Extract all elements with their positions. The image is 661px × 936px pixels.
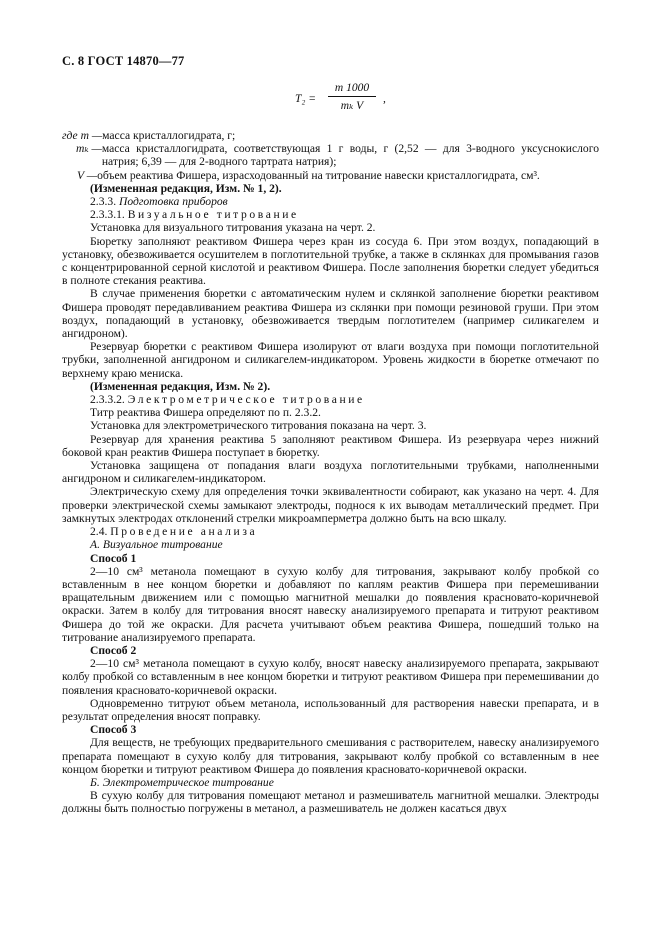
paragraph: Установка для электрометрического титрования показана на черт. 3. [90, 419, 427, 433]
formula-lhs: T₂ = [295, 93, 317, 105]
paragraph: В сухую колбу для титрования помещают метанол и размешиватель магнитной мешалки. Электроды должны быть полностью погружены в метанол, а размешиватель не должен касаться двух [62, 789, 599, 816]
paragraph: В случае применения бюретки с автоматическим нулем и склянкой заполнение бюретки реактивом Фишера проводят передавливанием реактива Фишера из склянки при помощи резиновой груши. При этом воздух, попадающий в установку, обезвоживается твердым поглотителем (например силикагелем и ангидроном). [62, 287, 599, 341]
formula-trail: , [383, 93, 386, 105]
paragraph: Б. Электрометрическое титрование [90, 775, 274, 789]
paragraph: Резервуар бюретки с реактивом Фишера изолируют от влаги воздуха при помощи поглотительной трубки, заполненной ангидроном и силикагелем-индикатором. Уровень жидкости в бюретке отмечают по верхнему краю мениска. [62, 340, 599, 380]
paragraph: Бюретку заполняют реактивом Фишера через кран из сосуда 6. При этом воздух, попадающий в установку, обезвоживается осушителем в поглотительной трубке, а также в склянках для промывания газов с концентрированной серной кислотой и реактивом Фишера. После заполнения бюретки следует убедиться в полноте стекания реактива. [62, 234, 599, 288]
formula-numerator: m 1000 [334, 82, 370, 94]
paragraph: Электрическую схему для определения точки эквивалентности собирают, как указано на черт. 4. Для проверки электрической схемы замыкают электроды, поднося к их выводам металлический предмет. При замкнутых электродах отклонений стрелки микроамперметра должно быть на всю шкалу. [62, 485, 599, 525]
def-m: где m — масса кристаллогидрата, г; [62, 129, 236, 142]
def-mk: mₖ — масса кристаллогидрата, соответствующая 1 г воды, г (2,52 — для 3-водного уксуснокислого натрия; 6,39 — для 2-водного тартрата натрия); [76, 142, 599, 169]
paragraph: Способ 2 [90, 643, 137, 657]
formula-fraction [328, 81, 376, 113]
paragraph: Титр реактива Фишера определяют по п. 2.3.2. [90, 406, 321, 420]
paragraph: Для веществ, не требующих предварительного смешивания с растворителем, навеску анализируемого препарата помещают в сухую колбу для титрования, закрывают колбу пробкой со вставленным в нее концом бюретки и титруют реактивом Фишера до появления красновато-коричневой окраски. [62, 736, 599, 776]
paragraph: 2.3.3.1. Визуальное титрование [90, 208, 299, 222]
paragraph: Установка для визуального титрования указана на черт. 2. [90, 221, 376, 235]
paragraph: Способ 1 [90, 551, 137, 565]
variable-definitions [62, 129, 599, 182]
paragraph: 2—10 см³ метанола помещают в сухую колбу для титрования, закрывают колбу пробкой со вставленным в нее концом бюретки и добавляют по каплям реактив Фишера при перемешивании вращательным движением или с помощью магнитной мешалки до появления красновато-коричневой окраски. Затем в колбу для титрования вносят навеску анализируемого препарата и титруют реактивом Фишера до той же окраски. Для расчета учитывают объем реактива Фишера, пошедший только на титрование анализируемого препарата. [62, 564, 599, 644]
paragraph: А. Визуальное титрование [90, 538, 223, 552]
paragraph: Резервуар для хранения реактива 5 заполняют реактивом Фишера. Из резервуара через нижний боковой кран реактив Фишера поступает в бюретку. [62, 432, 599, 459]
page-header: С. 8 ГОСТ 14870—77 [62, 54, 185, 68]
paragraph: Установка защищена от попадания влаги воздуха поглотительными трубками, наполненными ангидроном и силикагелем-индикатором. [62, 459, 599, 486]
def-v: V — объем реактива Фишера, израсходованный на титрование навески кристаллогидрата, см³. [77, 168, 540, 182]
paragraph: 2.4. Проведение анализа [90, 525, 258, 539]
paragraph: Способ 3 [90, 723, 137, 737]
formula-denominator: mₖ V [340, 100, 364, 112]
document-body [62, 129, 599, 816]
paragraph: 2—10 см³ метанола помещают в сухую колбу, вносят навеску анализируемого препарата, закрывают колбу пробкой со вставленным в нее концом бюретки и титруют реактивом Фишера при перемешивании до появления красновато-коричневой окраски. [62, 657, 599, 697]
paragraph: Одновременно титруют объем метанола, использованный для растворения навески препарата, и в результат определения вносят поправку. [62, 696, 599, 723]
paragraph: 2.3.3.2. Электрометрическое титрование [90, 393, 365, 407]
paragraph: 2.3.3. Подготовка приборов [90, 195, 228, 209]
paragraph: (Измененная редакция, Изм. № 2). [90, 379, 271, 393]
fraction-bar [328, 96, 376, 97]
paragraph: (Измененная редакция, Изм. № 1, 2). [90, 181, 282, 195]
paragraph-list [62, 182, 599, 816]
